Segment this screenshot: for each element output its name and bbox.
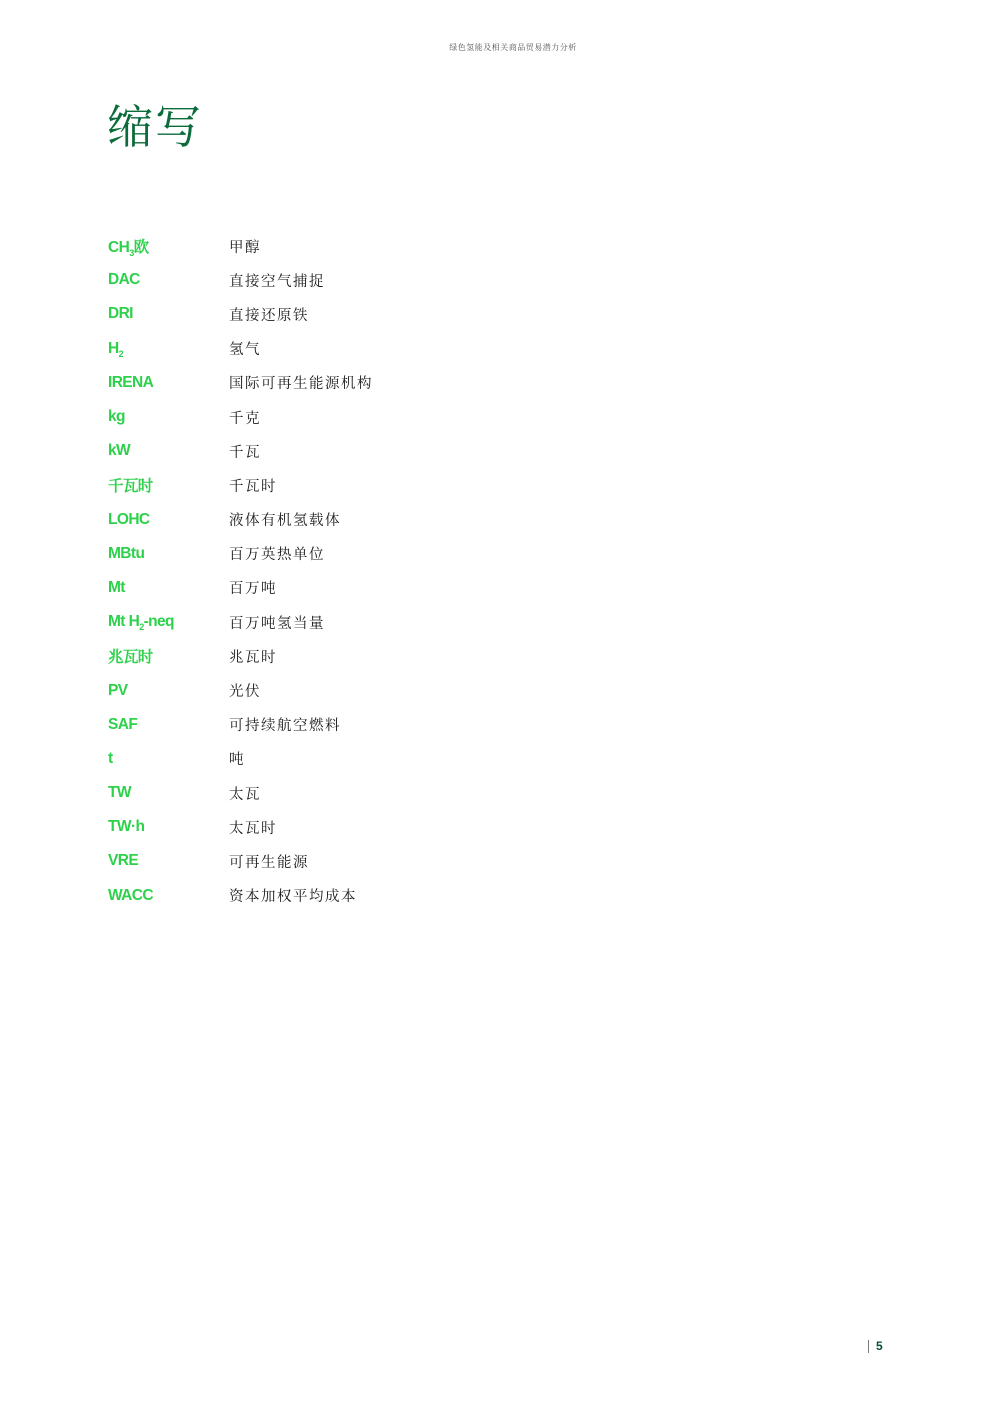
abbreviation-definition: 百万吨 — [229, 581, 277, 598]
abbreviation-definition: 直接还原铁 — [229, 307, 309, 324]
abbreviation-term — [108, 784, 229, 802]
abbreviation-definition: 太瓦 — [229, 786, 261, 803]
abbreviation-term — [108, 579, 229, 597]
abbreviation-row — [108, 571, 608, 605]
abbreviation-term — [108, 818, 229, 836]
abbreviation-definition: 氢气 — [229, 342, 261, 359]
abbreviation-term-text: IRENA — [108, 373, 154, 391]
abbreviation-row — [108, 844, 608, 878]
abbreviation-term — [108, 271, 229, 289]
abbreviation-definition: 甲醇 — [229, 239, 261, 256]
abbreviation-definition: 千瓦 — [229, 444, 261, 461]
abbreviation-term-text: PV — [108, 681, 128, 699]
abbreviation-definition: 太瓦时 — [229, 820, 277, 837]
abbreviation-term — [108, 852, 229, 870]
abbreviation-term-text: 千瓦时 — [108, 478, 153, 496]
abbreviation-row — [108, 229, 608, 263]
abbreviation-term-text: TW — [108, 784, 131, 802]
abbreviation-definition: 国际可再生能源机构 — [229, 376, 373, 393]
abbreviation-term — [108, 305, 229, 323]
abbreviation-definition: 光伏 — [229, 684, 261, 701]
abbreviation-row — [108, 639, 608, 673]
abbreviation-definition: 可持续航空燃料 — [229, 718, 341, 735]
abbreviation-term-text: SAF — [108, 715, 138, 733]
abbreviation-row — [108, 400, 608, 434]
abbreviation-row — [108, 879, 608, 913]
abbreviation-term-subscript: 2 — [139, 622, 144, 633]
abbreviation-term — [108, 442, 229, 460]
abbreviation-term-suffix: -neq — [143, 613, 174, 631]
abbreviation-row — [108, 263, 608, 297]
abbreviation-term-text: DAC — [108, 271, 140, 289]
abbreviation-term — [108, 511, 229, 529]
page-number-divider — [868, 1340, 869, 1353]
abbreviation-term — [108, 374, 229, 392]
abbreviation-term-text: MBtu — [108, 544, 145, 562]
abbreviation-definition: 百万英热单位 — [229, 547, 325, 564]
abbreviation-row — [108, 434, 608, 468]
abbreviation-term-text: WACC — [108, 886, 153, 904]
abbreviation-term-text: kg — [108, 408, 125, 426]
abbreviation-term-text: VRE — [108, 852, 139, 870]
abbreviation-term-text: TW·h — [108, 818, 145, 836]
abbreviation-term-subscript: 3 — [129, 248, 134, 259]
abbreviation-term — [108, 340, 229, 358]
abbreviation-term-suffix: 欧 — [133, 239, 149, 257]
abbreviation-definition: 百万吨氢当量 — [229, 615, 325, 632]
abbreviation-definition: 千瓦时 — [229, 478, 277, 495]
abbreviation-term — [108, 716, 229, 734]
abbreviation-term-text: t — [108, 749, 113, 767]
running-header: 绿色氢能及相关商品贸易潜力分析 — [449, 43, 577, 52]
abbreviation-definition: 直接空气捕捉 — [229, 273, 325, 290]
abbreviation-term-text: LOHC — [108, 510, 150, 528]
abbreviation-definition: 资本加权平均成本 — [229, 889, 357, 906]
abbreviation-term-subscript: 2 — [118, 348, 123, 359]
abbreviation-term — [108, 682, 229, 700]
abbreviation-row — [108, 468, 608, 502]
abbreviation-row — [108, 742, 608, 776]
abbreviation-row — [108, 297, 608, 331]
abbreviation-row — [108, 673, 608, 707]
abbreviation-term — [108, 474, 229, 496]
abbreviation-term — [108, 887, 229, 905]
abbreviation-term — [108, 545, 229, 563]
page-number-block — [868, 1338, 883, 1354]
abbreviation-term — [108, 408, 229, 426]
abbreviation-list — [108, 229, 608, 913]
abbreviation-term-text: 兆瓦时 — [108, 649, 153, 667]
abbreviation-term-text: Mt H — [108, 613, 140, 631]
abbreviation-term-text: DRI — [108, 305, 133, 323]
abbreviation-term-text: kW — [108, 442, 131, 460]
abbreviation-term — [108, 613, 229, 631]
abbreviation-row — [108, 537, 608, 571]
abbreviation-definition: 液体有机氢载体 — [229, 513, 341, 530]
abbreviation-definition: 千克 — [229, 410, 261, 427]
abbreviation-row — [108, 366, 608, 400]
page-number: 5 — [876, 1339, 883, 1353]
abbreviation-term-text: H — [108, 339, 119, 357]
abbreviation-term-text: CH — [108, 239, 130, 257]
abbreviation-row — [108, 605, 608, 639]
abbreviation-term — [108, 235, 229, 257]
abbreviation-definition: 吨 — [229, 752, 245, 769]
page-title: 缩写 — [107, 100, 203, 154]
abbreviation-row — [108, 708, 608, 742]
abbreviation-definition: 可再生能源 — [229, 854, 309, 871]
abbreviation-row — [108, 503, 608, 537]
abbreviation-term-text: Mt — [108, 578, 125, 596]
abbreviation-term — [108, 750, 229, 768]
abbreviation-definition: 兆瓦时 — [229, 649, 277, 666]
abbreviation-row — [108, 332, 608, 366]
abbreviation-term — [108, 645, 229, 667]
abbreviation-row — [108, 810, 608, 844]
abbreviation-row — [108, 776, 608, 810]
